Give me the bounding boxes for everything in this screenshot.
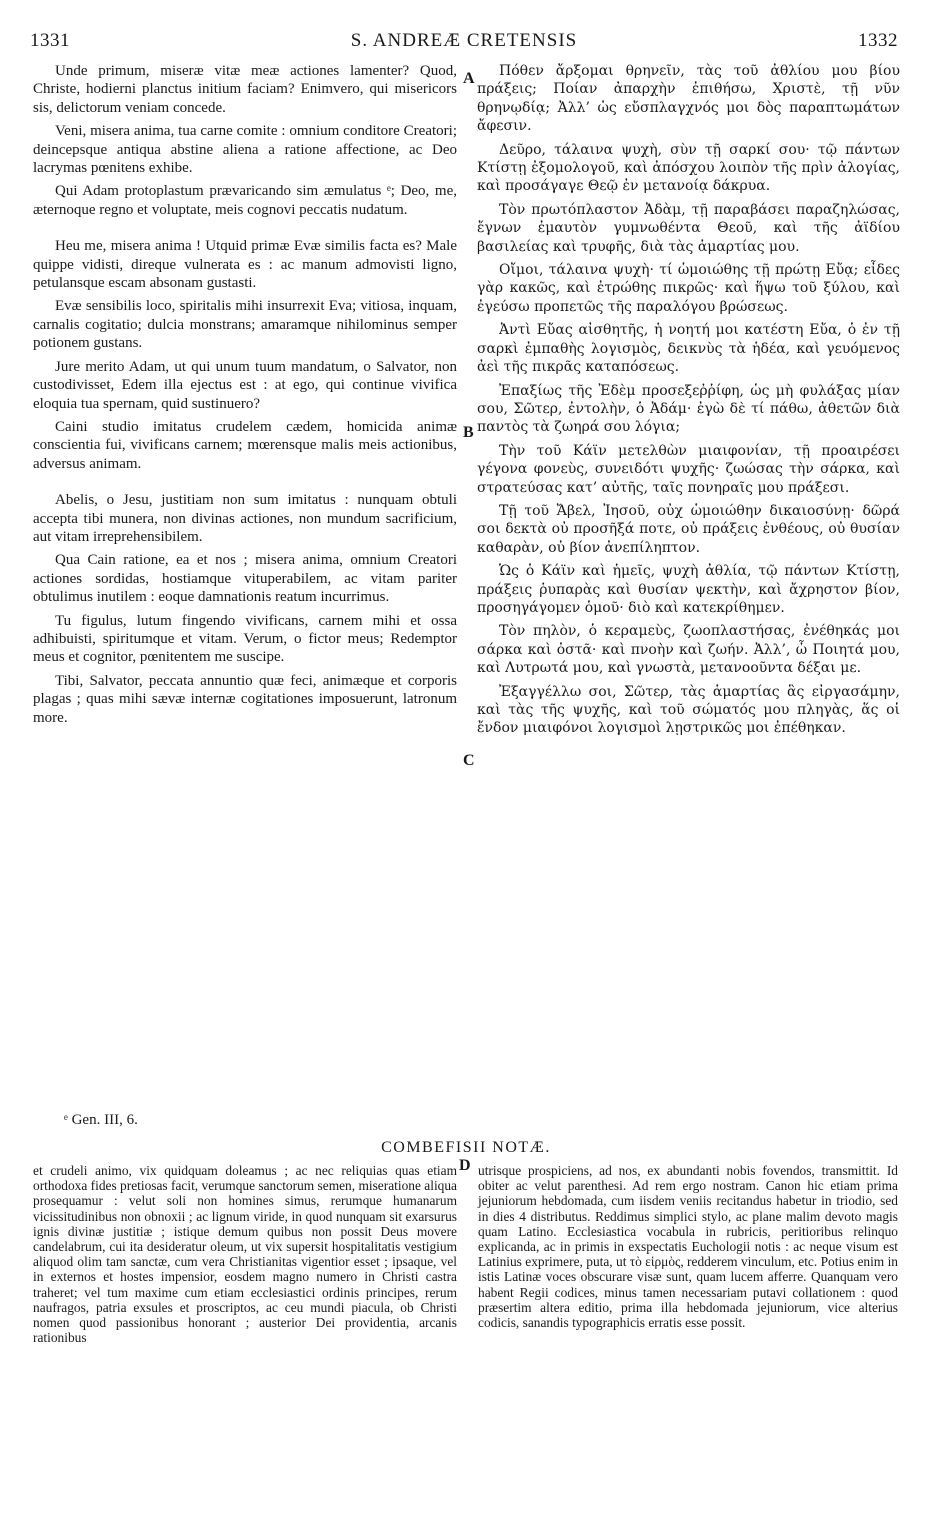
page-number-left: 1331: [30, 30, 70, 51]
footnote: ᵉ Gen. III, 6.: [64, 1112, 138, 1128]
latin-paragraph: Qua Cain ratione, ea et nos ; misera anima, omnium Creatori actiones sordidas, hostiamque vituperabilem, ac vitam pariter obtulimus inutilem : eoque damnationis reatum incurrimus.: [33, 552, 457, 606]
latin-paragraph: Tibi, Salvator, peccata annuntio quæ feci, animæque et corporis plagas ; quas mihi sævæ internæ cogitationes imposuerunt, latronum more.: [33, 672, 457, 726]
greek-column: [477, 62, 900, 743]
notes-text: et crudeli animo, vix quidquam doleamus ; ac nec reliquias quas etiam orthodoxa fides pretiosas facit, verumque sanctorum semen, miseratione aliqua prosequamur : velut soli non homines simus, rerumque humanarum vicissitudinibus non obnoxii ; ac lignum viride, in quod nunquam sit exarsurus ignis divinæ justitiæ ; istique demum quibus non possit Deus movere candelabrum, cui ita desideratur oleum, ut vix supersit hospitalitatis vestigium aliquod olim tam sanctæ, cum vera Christianitas vigentior esset ; ipsaque, vel in externos et hostes impensior, eosdem magno numero in Christi castra traheret; vel tum maxime cum etiam ecclesiastici ordinis principes, rerum naufragos, patria exsules et proscriptos, ac ceu mundi piacula, ob Christi nomen quod passionibus honorant ; austerior Dei providentia, arcanis rationibus: [33, 1163, 457, 1346]
latin-paragraph: Evæ sensibilis loco, spiritalis mihi insurrexit Eva; vitiosa, inquam, carnalis cogitatio; dulcia monstrans; amaramque nihilominus semper potionem gustans.: [33, 298, 457, 352]
notes-column-left: [33, 1163, 457, 1345]
greek-paragraph: Τῇ τοῦ Ἄβελ, Ἰησοῦ, οὐχ ὡμοιώθην δικαιοσύνῃ· δῶρά σοι δεκτὰ οὐ προσῆξά ποτε, οὐ πράξεις ἐνθέους, οὐ θυσίαν καθαρὰν, οὐ βίον ἀνεπίληπτον.: [477, 502, 900, 556]
latin-paragraph: Abelis, o Jesu, justitiam non sum imitatus : nunquam obtuli accepta tibi munera, non divinas actiones, non mundum sacrificium, aut vitam irreprehensibilem.: [33, 492, 457, 545]
section-marker-b: B: [463, 424, 474, 441]
latin-paragraph: Unde primum, miseræ vitæ meæ actiones lamenter? Quod, Christe, hodierni planctus initium faciam? Enimvero, qui misericors sis, delictorum veniam concede.: [33, 63, 457, 116]
section-marker-c: C: [463, 752, 475, 769]
latin-paragraph: Qui Adam protoplastum prævaricando sim æmulatus ᵉ; Deo, me, æternoque regno et voluptate, meis cognovi peccatis nudatum.: [33, 183, 457, 218]
latin-paragraph: Jure merito Adam, ut qui unum tuum mandatum, o Salvator, non custodivisset, Edem illa ejectus est : at ego, qui continue vivifica eloquia tua spernam, quid sustinuero?: [33, 358, 457, 412]
section-marker-a: A: [463, 70, 475, 87]
greek-paragraph: Ὡς ὁ Κάϊν καὶ ἡμεῖς, ψυχὴ ἀθλία, τῷ πάντων Κτίστῃ, πράξεις ῥυπαρὰς καὶ θυσίαν ψεκτὴν, καὶ ἄχρηστον βίον, προσηγάγομεν ὁμοῦ· διὸ καὶ κατεκρίθημεν.: [477, 563, 900, 616]
greek-paragraph: Πόθεν ἄρξομαι θρηνεῖν, τὰς τοῦ ἀθλίου μου βίου πράξεις; Ποίαν ἀπαρχὴν ἐπιθήσω, Χριστὲ, τῇ νῦν θρηνῳδίᾳ; Ἀλλ’ ὡς εὔσπλαγχνός μοι δὸς παραπτωμάτων ἄφεσιν.: [477, 63, 900, 135]
greek-paragraph: Ἐπαξίως τῆς Ἐδὲμ προσεξεῤῥίφη, ὡς μὴ φυλάξας μίαν σου, Σῶτερ, ἐντολὴν, ὁ Ἀδάμ· ἐγὼ δὲ τί πάθω, ἀθετῶν διὰ παντὸς τὰ ζωηρά σου λόγια;: [477, 382, 900, 436]
running-header: [30, 30, 898, 56]
notes-text: utrisque prospiciens, ad nos, ex abundanti nobis fovendos, transmittit. Id obiter ac velut parenthesi. Ad rem ergo nostram. Canon hic etiam prima jejuniorum hebdomada, cum iisdem veniis recitandus habetur in triodio, sed in dies 4 distributus. Reddimus simplici stylo, ac plane malim devoto magis quam Latino. Ecclesiastica vocabula in rubricis, peritioribus relinquo explicanda, ac in primis in exspectatis Euchologii notis : ac neque visum est Latinius exprimere, puta, ut τὸ εἱρμὸς, redderem vinculum, etc. Potius enim in istis Latinæ voces obscurare visæ sunt, quam lucem afferre. Quanquam vero habent Regii codices, minus tamen necessariam putavi collationem : quod præsertim altera editio, prima illa hebdomada jejuniorum, vice alterius codicis, sanandis typographicis erratis esse possit.: [478, 1163, 898, 1331]
notes-heading: COMBEFISII NOTÆ.: [381, 1139, 551, 1156]
greek-paragraph: Δεῦρο, τάλαινα ψυχὴ, σὺν τῇ σαρκί σου· τῷ πάντων Κτίστῃ ἐξομολογοῦ, καὶ ἀπόσχου λοιπὸν τῆς πρὶν ἀλογίας, καὶ προσάγαγε Θεῷ ἐν μετανοίᾳ δάκρυα.: [477, 141, 900, 195]
greek-paragraph: Ἀντὶ Εὔας αἰσθητῆς, ἡ νοητή μοι κατέστη Εὔα, ὁ ἐν τῇ σαρκὶ ἐμπαθὴς λογισμὸς, δεικνὺς τὰ ἡδέα, καὶ γευόμενος ἀεὶ τῆς πικρᾶς καταπόσεως.: [477, 322, 900, 376]
greek-paragraph: Τὸν πρωτόπλαστον Ἀδὰμ, τῇ παραβάσει παραζηλώσας, ἔγνων ἐμαυτὸν γυμνωθέντα Θεοῦ, καὶ τῆς ἀϊδίου βασιλείας καὶ τρυφῆς, διὰ τὰς ἁμαρτίας μου.: [477, 201, 900, 255]
latin-column: [33, 62, 457, 732]
greek-paragraph: Οἴμοι, τάλαινα ψυχὴ· τί ὡμοιώθης τῇ πρώτῃ Εὔᾳ; εἶδες γὰρ κακῶς, καὶ ἐτρώθης πικρῶς· καὶ ἥψω τοῦ ξύλου, καὶ ἐγεύσω προπετῶς τῆς παραλόγου βρώσεως.: [477, 262, 900, 315]
latin-paragraph: Veni, misera anima, tua carne comite : omnium conditore Creatori; deincepsque antiqua abstine aliena a ratione affectione, ac Deo lacrymas pœnitens exhibe.: [33, 123, 457, 177]
latin-paragraph: Heu me, misera anima ! Utquid primæ Evæ similis facta es? Male quippe vidisti, direque vulnerata es : ac manum admovisti ligno, petulansque escam absonam gustasti.: [33, 238, 457, 292]
greek-paragraph: Τὸν πηλὸν, ὁ κεραμεὺς, ζωοπλαστήσας, ἐνέθηκάς μοι σάρκα καὶ ὀστᾶ· καὶ πνοὴν καὶ ζωήν. Ἀλλ’, ὦ Ποιητά μου, καὶ Λυτρωτά μου, καὶ γνωστὰ, μετανοοῦντα δέξαι με.: [477, 623, 900, 677]
greek-paragraph: Ἐξαγγέλλω σοι, Σῶτερ, τὰς ἁμαρτίας ἃς εἰργασάμην, καὶ τὰς τῆς ψυχῆς, καὶ τοῦ σώματός μου πληγὰς, ἅς οἱ ἔνδον μιαιφόνοι λογισμοὶ λῃστρικῶς μοι ἐπέθηκαν.: [477, 683, 900, 737]
latin-paragraph: Caini studio imitatus crudelem cædem, homicida animæ conscientia fui, vivificans carnem; mœrensque malis meis actionibus, adversus animam.: [33, 418, 457, 472]
running-title: S. ANDREÆ CRETENSIS: [350, 30, 578, 51]
greek-paragraph: Τὴν τοῦ Κάϊν μετελθὼν μιαιφονίαν, τῇ προαιρέσει γέγονα φονεὺς, συνειδότι ψυχῆς· ζωώσας τὴν σάρκα, καὶ στρατεύσας κατ’ αὐτῆς, ταῖς πονηραῖς μου πράξεσι.: [477, 442, 900, 496]
section-marker-d: D: [459, 1157, 471, 1174]
page-number-right: 1332: [858, 30, 898, 51]
notes-column-right: [478, 1163, 898, 1330]
latin-paragraph: Tu figulus, lutum fingendo vivificans, carnem mihi et ossa adhibuisti, spiritumque et vitam. Verum, o fictor meus; Redemptor meus et cognitor, pœnitentem me suscipe.: [33, 612, 457, 666]
